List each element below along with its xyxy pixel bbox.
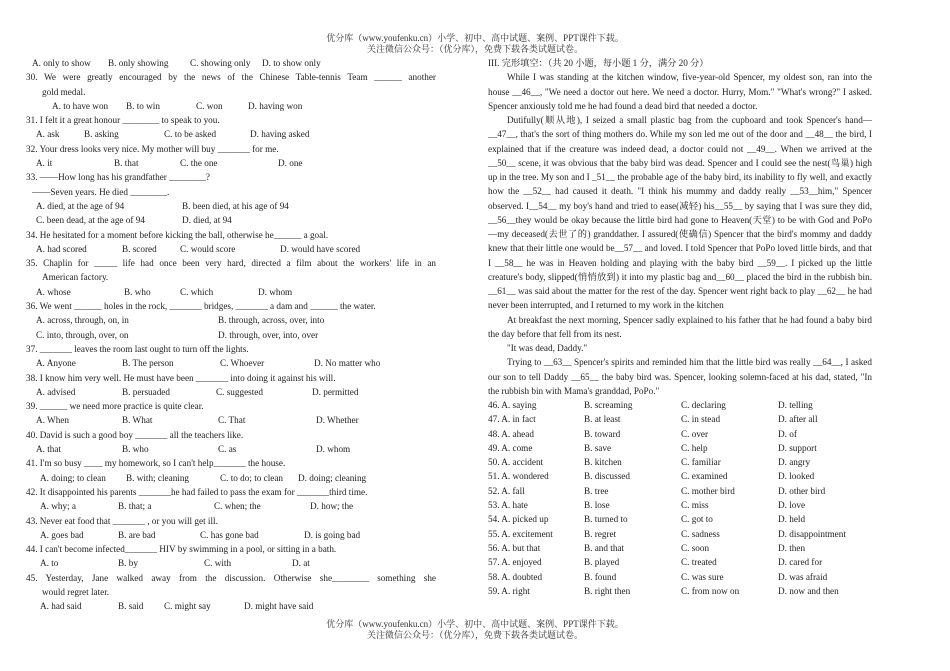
q45-option-b: B. said	[118, 601, 144, 612]
q36-option-c: C. into, through, over, on	[36, 329, 129, 340]
q35-stem-cont: American factory.	[42, 272, 109, 283]
q31-options	[26, 127, 436, 141]
cloze-option: 48. A. ahead	[488, 428, 534, 439]
q29-option-c: C. showing only	[190, 57, 251, 68]
cloze-section-title: III. 完形填空：（共 20 小题，每小题 1 分，满分 20 分）	[488, 58, 709, 68]
cloze-option-row	[488, 441, 872, 455]
q44-option-a: A. to	[40, 558, 59, 569]
cloze-option: D. looked	[778, 471, 815, 482]
cloze-option: B. kitchen	[584, 457, 622, 468]
blank: __46__	[512, 86, 540, 97]
cloze-option: 57. A. enjoyed	[488, 557, 542, 568]
cloze-option: 58. A. doubted	[488, 571, 543, 582]
q41-option-d: D. doing; cleaning	[298, 472, 367, 483]
q30-option-a: A. to have won	[52, 100, 109, 111]
cloze-paragraph-4-text: "It was dead, Daddy."	[507, 343, 588, 354]
q41-options	[26, 471, 436, 485]
q37-option-d: D. No matter who	[314, 358, 381, 369]
passage-text: , "We need a doctor out here. We need a doctor. Hurry, Mom." "What's wrong?" I asked. Spencer anxiously told me he had found a dead bird that needed a doctor.	[488, 86, 873, 111]
cloze-option: B. tree	[584, 485, 609, 496]
cloze-paragraph-3	[488, 313, 872, 342]
blank: __55__	[714, 200, 743, 211]
passage-text: was said about the matter for the rest of the day. Spencer went right back to play	[515, 286, 818, 297]
page-footer	[0, 619, 950, 641]
q42-option-d: D. how; the	[310, 501, 354, 512]
blank: __62__	[817, 286, 846, 297]
cloze-option: D. after all	[778, 414, 818, 425]
q42-option-c: C. when; the	[214, 501, 261, 512]
passage-text: the baby bird was. Spencer, looking solemn-faced at his dad, stated, "In the rubbish bin with Mama's granddad, PoPo."	[488, 371, 873, 396]
q45-stem-cont: would regret later.	[42, 586, 110, 597]
cloze-option: C. familiar	[681, 457, 721, 468]
cloze-paragraph-2-text	[488, 115, 872, 310]
q32-options	[26, 156, 436, 170]
q32-option-a: A. it	[36, 158, 53, 169]
passage-text: placed the bird in the rubbish bin.	[743, 271, 872, 282]
cloze-paragraph-4	[488, 341, 872, 355]
q32-stem: 32. Your dress looks very nice. My mother will buy _______ for me.	[26, 143, 279, 154]
cloze-option: B. regret	[584, 528, 617, 539]
q31-option-d: D. having asked	[250, 129, 310, 140]
blank: __58__	[495, 257, 523, 268]
blank: __53__	[790, 186, 818, 197]
cloze-option: C. got to	[681, 514, 713, 525]
cloze-option: C. examined	[681, 471, 728, 482]
cloze-option: B. turned to	[584, 514, 628, 525]
passage-text: he had never been interrupted, and I returned to my work in the kitchen	[488, 286, 872, 311]
q42-option-a: A. why; a	[40, 501, 76, 512]
q32-option-b: B. that	[114, 158, 139, 169]
q39-option-c: C. That	[218, 415, 246, 426]
q35-option-b: B. who	[124, 286, 151, 297]
q34-options	[26, 242, 436, 256]
q29-option-d: D. to show only	[262, 57, 321, 68]
cloze-option: B. save	[584, 442, 612, 453]
q34-option-b: B. scored	[122, 243, 157, 254]
cloze-option-row	[488, 398, 872, 412]
q41-stem: 41. I'm so busy ____ my homework, so I can't help_______ the house.	[26, 458, 286, 469]
q33-option-d: D. died, at 94	[182, 215, 232, 226]
left-column	[26, 56, 436, 614]
passage-text: by saying that I was sure they did,	[742, 200, 872, 211]
q39-stem: 39. ______ we need more practice is quite clear.	[26, 401, 204, 412]
cloze-paragraph-5	[488, 355, 872, 398]
q38-option-d: D. permitted	[312, 386, 359, 397]
q44-option-d: D. at	[292, 558, 310, 569]
q33-option-b: B. been died, at his age of 94	[182, 200, 289, 211]
page-header	[0, 33, 950, 55]
cloze-option: B. discussed	[584, 471, 630, 482]
q30-option-b: B. to win	[126, 100, 160, 111]
q33-stem: 33. ——How long has his grandfather ________?	[26, 172, 210, 183]
q35-option-a: A. whose	[36, 286, 71, 297]
passage-text: Trying to	[507, 357, 544, 368]
cloze-option: 54. A. picked up	[488, 514, 549, 525]
cloze-option: D. angry	[778, 457, 811, 468]
cloze-option: C. in stead	[681, 414, 721, 425]
q31-option-c: C. to be asked	[164, 129, 217, 140]
q38-options	[26, 385, 436, 399]
q33-stem-2: ——Seven years. He died ________.	[32, 186, 170, 197]
cloze-option: 47. A. in fact	[488, 414, 536, 425]
footer-line-2: 关注微信公众号：（优分库），免费下载各类试题试卷。	[366, 630, 583, 640]
cloze-paragraph-1-text	[488, 72, 872, 111]
cloze-option: 53. A. hate	[488, 500, 528, 511]
q40-options	[26, 442, 436, 456]
q42-options	[26, 499, 436, 513]
cloze-option-row	[488, 512, 872, 526]
q30-stem-cont: gold medal.	[42, 86, 86, 97]
cloze-option: B. lose	[584, 500, 610, 511]
cloze-paragraph-1	[488, 70, 872, 113]
cloze-option: C. treated	[681, 557, 717, 568]
q30-options	[26, 99, 436, 113]
cloze-option: C. was sure	[681, 571, 724, 582]
cloze-option: B. and that	[584, 542, 625, 553]
q45-stem: 45. Yesterday, Jane walked away from the discussion. Otherwise she________ something she	[26, 572, 436, 583]
q41-option-a: A. doing; to clean	[40, 472, 106, 483]
cloze-option-row	[488, 484, 872, 498]
cloze-option: C. declaring	[681, 399, 726, 410]
cloze-options	[488, 398, 872, 598]
passage-text: scene, it was obvious that the baby bird was dead. Spencer and I could see the nest(鸟巢) high up in the tree. My son and I	[488, 157, 872, 183]
cloze-option-row	[488, 527, 872, 541]
q44-options	[26, 556, 436, 570]
q35-option-d: D. whom	[258, 286, 293, 297]
q38-option-a: A. advised	[36, 386, 76, 397]
passage-text: him," Spencer observed. I	[488, 186, 872, 211]
q42-option-b: B. that; a	[118, 501, 152, 512]
passage-text: Dutifully(顺从地), I seized a small plastic bag from the cupboard and took Spencer's hand—	[507, 115, 872, 126]
q43-option-b: B. are bad	[118, 529, 156, 540]
q39-option-a: A. When	[36, 415, 69, 426]
q32-option-c: C. the one	[180, 158, 218, 169]
blank: __47__	[488, 129, 516, 140]
q40-option-a: A. that	[36, 443, 62, 454]
cloze-option: B. right then	[584, 585, 631, 596]
blank: __52__	[523, 186, 551, 197]
cloze-option: D. now and then	[778, 585, 839, 596]
q39-option-d: D. Whether	[316, 415, 359, 426]
q37-stem: 37. _______ leaves the room last ought to turn off the lights.	[26, 343, 249, 354]
cloze-option: B. played	[584, 557, 620, 568]
blank: __63__	[543, 357, 572, 368]
cloze-option-row	[488, 427, 872, 441]
cloze-option: C. from now on	[681, 585, 740, 596]
blank: __50__	[488, 157, 516, 168]
q44-option-b: B. by	[118, 558, 138, 569]
q36-option-b: B. through, across, over, into	[218, 315, 325, 326]
q31-option-a: A. ask	[36, 129, 60, 140]
blank: __61__	[488, 286, 516, 297]
passage-text: . I picked up the little creature's body, slipped(悄悄放到) it into my plastic bag and	[488, 257, 872, 282]
q31-stem: 31. I felt it a great honour ________ to speak to you.	[26, 115, 220, 126]
q43-option-a: A. goes bad	[40, 529, 84, 540]
q37-option-a: A. Anyone	[36, 358, 76, 369]
blank: __60__	[716, 271, 744, 282]
q43-options	[26, 528, 436, 542]
cloze-option-row	[488, 570, 872, 584]
q44-option-c: C. with	[204, 558, 232, 569]
cloze-option: C. over	[681, 428, 709, 439]
header-line-2: 关注微信公众号：（优分库），免费下载各类试题试卷。	[366, 44, 583, 54]
blank: __57__	[614, 243, 643, 254]
q38-option-c: C. suggested	[216, 386, 263, 397]
cloze-option: B. screaming	[584, 399, 633, 410]
passage-text: While I was standing at the kitchen window, five-year-old Spencer, my oldest son, ran into the house	[488, 72, 872, 97]
blank: __64__	[813, 357, 841, 368]
cloze-option: D. other bird	[778, 485, 826, 496]
cloze-option: C. help	[681, 442, 708, 453]
footer-line-1: 优分库（www.youfenku.cn）小学、初中、高中试题、案例、PPT课件下载。	[326, 619, 624, 629]
cloze-option: 50. A. accident	[488, 457, 544, 468]
q45-option-c: C. might say	[164, 601, 211, 612]
q33-options-cd	[26, 213, 436, 227]
q33-options-ab	[26, 199, 436, 213]
cloze-option-row	[488, 541, 872, 555]
q30-option-d: D. having won	[248, 100, 303, 111]
q39-options	[26, 413, 436, 427]
cloze-option-row	[488, 412, 872, 426]
q43-option-c: C. has gone bad	[200, 529, 259, 540]
q34-option-d: D. would have scored	[280, 243, 361, 254]
q40-stem: 40. David is such a good boy _______ all the teachers like.	[26, 429, 244, 440]
q38-stem: 38. I know him very well. He must have been _______ into doing it against his will.	[26, 372, 336, 383]
passage-text: my boy's hand and tried to ease(减轻) his	[556, 200, 715, 211]
header-line-1: 优分库（www.youfenku.cn）小学、初中、高中试题、案例、PPT课件下载。	[326, 33, 624, 43]
cloze-option: C. miss	[681, 500, 709, 511]
cloze-paragraph-3-text: At breakfast the next morning, Spencer sadly explained to his father that he had found a baby bird the day before that fell from its nest.	[488, 314, 872, 339]
right-column	[488, 56, 872, 598]
q45-options	[26, 599, 436, 613]
cloze-option: 59. A. right	[488, 585, 530, 596]
cloze-option: B. found	[584, 571, 617, 582]
q43-stem: 43. Never eat food that _______ , or you will get ill.	[26, 515, 218, 526]
q40-option-d: D. whom	[316, 443, 351, 454]
q31-option-b: B. asking	[84, 129, 119, 140]
cloze-option-row	[488, 470, 872, 484]
cloze-option: D. telling	[778, 399, 813, 410]
q41-option-c: C. to do; to clean	[220, 472, 284, 483]
cloze-option: 55. A. excitement	[488, 528, 553, 539]
cloze-option: D. cared for	[778, 557, 823, 568]
q35-options	[26, 285, 436, 299]
blank: __59__	[757, 257, 786, 268]
q36-options-ab	[26, 313, 436, 327]
q36-options-cd	[26, 328, 436, 342]
cloze-option: 52. A. fall	[488, 485, 525, 496]
q44-stem: 44. I can't become infected_______ HIV by swimming in a pool, or sitting in a bath.	[26, 544, 337, 555]
q33-option-a: A. died, at the age of 94	[36, 200, 125, 211]
cloze-option: D. was afraid	[778, 571, 828, 582]
passage-text: , I asked our son to tell Daddy	[488, 357, 872, 382]
passage-text: Spencer's spirits and reminded him that the little bird was really	[571, 357, 814, 368]
passage-text: they would be okay because the little bird had gone to Heaven(天堂) to be with God and PoPo—my deceased(去世了的) granddather. I assured(使确信) Spencer that the bird's mommy and daddy knew that their little one would be	[488, 214, 872, 254]
cloze-option: D. disappointment	[778, 528, 846, 539]
q36-stem: 36. We went ______ holes in the rock, _______ bridges, _______ a dam and ______ the water.	[26, 301, 376, 312]
cloze-option: D. then	[778, 542, 806, 553]
q30-stem: 30. We were greatly encouraged by the news of the Chinese Table-tennis Team ______ another	[26, 72, 436, 83]
q29-options	[26, 56, 436, 70]
cloze-option: B. toward	[584, 428, 621, 439]
q37-options	[26, 356, 436, 370]
q29-option-a: A. only to show	[32, 57, 91, 68]
passage-text: the probable age of the baby bird, its inability to fly well, and exactly how the	[488, 172, 872, 197]
blank: __65__	[571, 371, 599, 382]
q40-option-b: B. who	[122, 443, 149, 454]
blank: __48__	[805, 129, 833, 140]
cloze-option: C. mother bird	[681, 485, 735, 496]
passage-text: and loved. I told Spencer that PoPo loved little birds, and that I	[488, 243, 872, 268]
passage-text: . When we arrived at the	[774, 143, 872, 154]
cloze-option: D. love	[778, 500, 806, 511]
q29-option-b: B. only showing	[108, 57, 169, 68]
cloze-option: 49. A. come	[488, 442, 533, 453]
blank: __49__	[747, 143, 775, 154]
q45-option-d: D. might have said	[244, 601, 314, 612]
blank: _51__	[592, 172, 615, 183]
q43-option-d: D. is going bad	[304, 529, 361, 540]
q34-stem: 34. He hesitated for a moment before kicking the ball, otherwise he______ a goal.	[26, 229, 329, 240]
q36-option-a: A. across, through, on, in	[36, 315, 129, 326]
q34-option-a: A. had scored	[36, 243, 87, 254]
q35-option-c: C. which	[180, 286, 214, 297]
cloze-option-row	[488, 555, 872, 569]
blank: __54__	[529, 200, 557, 211]
cloze-paragraph-2	[488, 113, 872, 313]
cloze-option-row	[488, 455, 872, 469]
cloze-option: C. soon	[681, 542, 710, 553]
cloze-option: 51. A. wondered	[488, 471, 549, 482]
q32-option-d: D. one	[278, 158, 303, 169]
q45-option-a: A. had said	[40, 601, 82, 612]
q35-stem: 35. Chaplin for _____ life had once been very hard, directed a film about the workers' life in an	[26, 258, 436, 269]
q34-option-c: C. would score	[180, 243, 236, 254]
blank: __56__	[488, 214, 516, 225]
cloze-option-row	[488, 498, 872, 512]
cloze-paragraph-5-text	[488, 357, 872, 396]
q30-option-c: C. won	[196, 100, 223, 111]
cloze-option: 46. A. saying	[488, 399, 537, 410]
passage-text: had caused it death. "I think his mummy and daddy really	[550, 186, 791, 197]
passage-text: he was in Heaven holding and playing with the baby bird	[522, 257, 758, 268]
q37-option-c: C. Whoever	[220, 358, 265, 369]
passage-text: , that's the sort of thing mothers do. While my son led me out of the door and	[515, 129, 806, 140]
cloze-option: 56. A. but that	[488, 542, 541, 553]
q41-option-b: B. with; cleaning	[126, 472, 190, 483]
cloze-option: C. sadness	[681, 528, 720, 539]
cloze-option: B. at least	[584, 414, 621, 425]
q38-option-b: B. persuaded	[122, 386, 170, 397]
q36-option-d: D. through, over, into, over	[218, 329, 319, 340]
passage-text: the bird, I explained that if the creature was indeed dead, a doctor could not	[488, 129, 872, 154]
cloze-option-row	[488, 584, 872, 598]
cloze-option: D. held	[778, 514, 806, 525]
q33-option-c: C. been dead, at the age of 94	[36, 215, 145, 226]
q40-option-c: C. as	[218, 443, 237, 454]
q37-option-b: B. The person	[122, 358, 174, 369]
cloze-option: D. of	[778, 428, 797, 439]
q42-stem: 42. It disappointed his parents _______he had failed to pass the exam for _______third time.	[26, 486, 368, 497]
cloze-option: D. support	[778, 442, 817, 453]
q39-option-b: B. What	[122, 415, 153, 426]
